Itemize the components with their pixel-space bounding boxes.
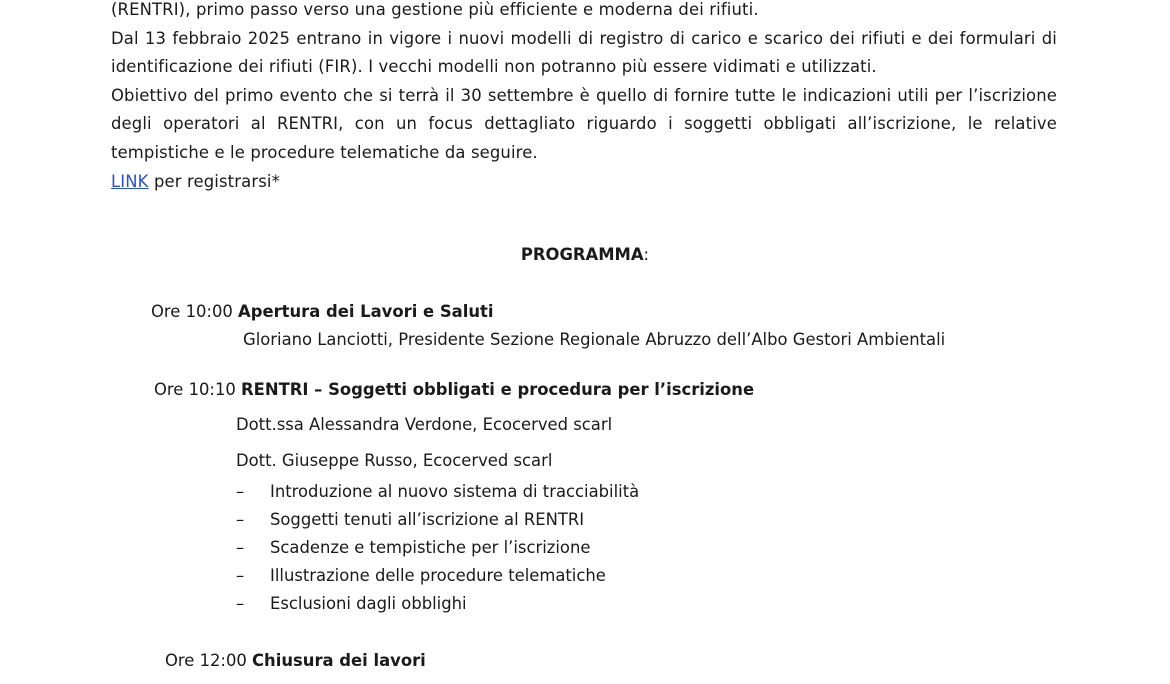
programma-heading	[0, 241, 1170, 269]
agenda-time: Ore 10:00	[151, 302, 233, 321]
intro-paragraph-1-line: (RENTRI), primo passo verso una gestione più efficiente e moderna dei rifiuti.	[111, 0, 759, 19]
list-item: – Illustrazione delle procedure telematiche	[236, 562, 639, 590]
bullet-dash: –	[236, 482, 245, 501]
registration-text: per registrarsi*	[148, 171, 280, 191]
bullet-dash: –	[236, 566, 245, 585]
topics-list	[236, 478, 639, 618]
registration-line	[111, 168, 1057, 197]
list-item: – Soggetti tenuti all’iscrizione al RENTRI	[236, 506, 639, 534]
agenda-time: Ore 12:00	[165, 651, 247, 670]
agenda-speaker: Gloriano Lanciotti, Presidente Sezione Regionale Abruzzo dell’Albo Gestori Ambientali	[243, 330, 946, 349]
agenda-item-opening	[151, 300, 493, 324]
agenda-item-closing	[165, 649, 426, 673]
intro-paragraph-3: Obiettivo del primo evento che si terrà il 30 settembre è quello di fornire tutte le indicazioni utili per l’iscrizione degli operatori al RENTRI, con un focus dettagliato riguardo i soggetti obbligati all’iscrizione, le relative tempistiche e le procedure telematiche da seguire.	[111, 85, 1057, 162]
programma-title: PROGRAMMA	[520, 245, 644, 264]
intro-paragraph-2: Dal 13 febbraio 2025 entrano in vigore i nuovi modelli di registro di carico e scarico dei rifiuti e dei formulari di identificazione dei rifiuti (FIR). I vecchi modelli non potranno più essere vidimati e utilizzati.	[111, 28, 1057, 77]
intro-section	[111, 0, 1057, 196]
list-item: – Esclusioni dagli obblighi	[236, 590, 639, 618]
agenda-title: Chiusura dei lavori	[252, 651, 426, 670]
agenda-item-rentri	[154, 378, 754, 402]
bullet-dash: –	[236, 594, 245, 613]
agenda-title: RENTRI – Soggetti obbligati e procedura per l’iscrizione	[241, 380, 755, 399]
agenda-speaker: Dott.ssa Alessandra Verdone, Ecocerved scarl	[236, 415, 613, 434]
bullet-dash: –	[236, 510, 245, 529]
agenda-speaker: Dott. Giuseppe Russo, Ecocerved scarl	[236, 451, 553, 470]
list-item: – Introduzione al nuovo sistema di tracciabilità	[236, 478, 639, 506]
registration-link[interactable]: LINK	[111, 171, 149, 191]
agenda-time: Ore 10:10	[154, 380, 236, 399]
agenda-title: Apertura dei Lavori e Saluti	[238, 302, 494, 321]
bullet-dash: –	[236, 538, 245, 557]
list-item: – Scadenze e tempistiche per l’iscrizione	[236, 534, 639, 562]
programma-colon: :	[643, 245, 650, 264]
